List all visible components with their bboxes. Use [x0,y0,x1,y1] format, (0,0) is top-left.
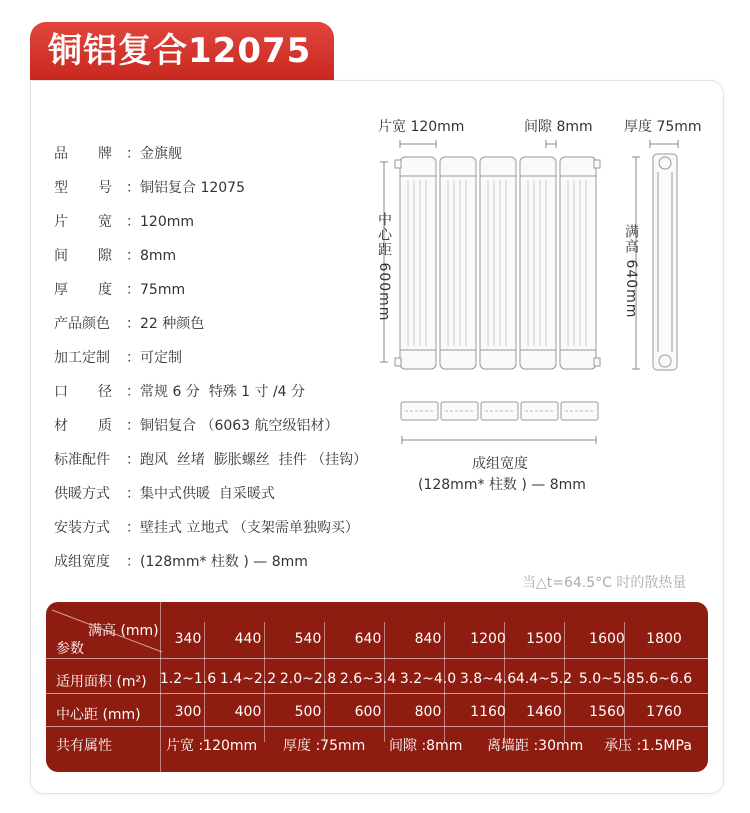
spec-row [54,449,367,469]
spec-separator: ： [126,452,140,468]
spec-row [54,347,182,367]
spec-row [54,313,204,333]
area-cell: 2.6~3.4 [339,671,397,687]
spec-row [54,483,275,503]
height-cell: 440 [234,631,262,647]
spec-value: 跑风 丝堵 膨胀螺丝 挂件 （挂钩） [140,452,368,468]
area-cell: 2.0~2.8 [279,671,337,687]
table-divider [46,726,708,727]
center-distance-cell: 300 [174,704,202,720]
table-divider [46,693,708,694]
spec-separator: ： [126,384,140,400]
center-distance-cell: 1560 [589,704,625,720]
full-height-label: 满高 640mm [623,224,639,319]
height-cell: 540 [294,631,322,647]
corner-bottom-label: 参数 [56,641,84,657]
center-distance-cell: 400 [234,704,262,720]
spec-value: 120mm [140,214,194,230]
table-column-divider [384,622,385,742]
height-cell: 840 [414,631,442,647]
spec-label: 型号 [54,180,112,196]
group-width-title: 成组宽度 [472,456,528,472]
spec-separator: ： [126,554,140,570]
width-label: 片宽 120mm [378,119,465,135]
area-cell: 3.8~4.6 [459,671,517,687]
common-attr: 承压 :1.5MPa [604,738,692,754]
spec-label: 厚度 [54,282,112,298]
spec-label: 产品颜色 [54,316,110,332]
corner-top-label: 满高 (mm) [88,623,159,639]
spec-separator: ： [126,282,140,298]
spec-label: 间隙 [54,248,112,264]
table-column-divider [204,622,205,742]
spec-value: 8mm [140,248,177,264]
height-cell: 1800 [646,631,682,647]
spec-value: 金旗舰 [140,146,182,162]
height-cell: 1600 [589,631,625,647]
spec-row [54,381,305,401]
area-cell: 5.6~6.6 [635,671,693,687]
area-cell: 1.4~2.2 [219,671,277,687]
parameter-table [46,602,708,772]
center-distance-cell: 600 [354,704,382,720]
spec-label: 供暖方式 [54,486,110,502]
height-cell: 340 [174,631,202,647]
height-cell: 1500 [526,631,562,647]
page-title: 铜铝复合12075 [30,22,334,80]
table-column-divider [504,622,505,742]
spec-value: 75mm [140,282,186,298]
spec-row [54,517,359,537]
spec-label: 片宽 [54,214,112,230]
spec-row [54,143,182,163]
area-cell: 1.2~1.6 [159,671,217,687]
spec-separator: ： [126,180,140,196]
center-row-label: 中心距 (mm) [56,707,141,723]
spec-separator: ： [126,146,140,162]
common-attr: 片宽 :120mm [166,738,258,754]
spec-value: (128mm* 柱数 ) — 8mm [140,554,308,570]
table-divider [46,658,708,659]
spec-row [54,211,194,231]
area-cell: 4.4~5.2 [515,671,573,687]
common-attr: 间隙 :8mm [389,738,463,754]
spec-separator: ： [126,486,140,502]
spec-label: 安装方式 [54,520,110,536]
table-column-divider [324,622,325,742]
table-column-divider [160,602,161,772]
spec-label: 成组宽度 [54,554,110,570]
height-cell: 640 [354,631,382,647]
area-cell: 5.0~5.8 [578,671,636,687]
center-distance-cell: 1460 [526,704,562,720]
spec-value: 铜铝复合 （6063 航空级铝材） [140,418,339,434]
common-attr: 离墙距 :30mm [487,738,584,754]
spec-value: 常规 6 分 特殊 1 寸 /4 分 [140,384,306,400]
center-distance-cell: 500 [294,704,322,720]
table-column-divider [264,622,265,742]
spec-value: 可定制 [140,350,182,366]
center-distance-cell: 800 [414,704,442,720]
spec-label: 标准配件 [54,452,110,468]
table-column-divider [444,622,445,742]
table-column-divider [564,622,565,742]
center-distance-cell: 1760 [646,704,682,720]
common-attr: 厚度 :75mm [283,738,366,754]
spec-separator: ： [126,350,140,366]
spec-value: 铜铝复合 12075 [140,180,245,196]
spec-value: 壁挂式 立地式 （支架需单独购买） [140,520,359,536]
center-distance-cell: 1160 [470,704,506,720]
common-row-label: 共有属性 [56,738,112,754]
spec-separator: ： [126,248,140,264]
center-distance-label: 中心距 600mm [376,212,392,322]
spec-label: 品牌 [54,146,112,162]
area-cell: 3.2~4.0 [399,671,457,687]
group-width-formula: (128mm* 柱数 ) — 8mm [418,477,586,493]
spec-separator: ： [126,418,140,434]
spec-label: 口径 [54,384,112,400]
spec-separator: ： [126,214,140,230]
spec-row [54,279,185,299]
spec-label: 材质 [54,418,112,434]
spec-row [54,177,245,197]
area-row-label: 适用面积 (m²) [56,674,147,690]
spec-value: 22 种颜色 [140,316,205,332]
spec-separator: ： [126,316,140,332]
spec-row [54,245,176,265]
table-column-divider [624,622,625,742]
spec-row [54,551,308,571]
height-cell: 1200 [470,631,506,647]
spec-label: 加工定制 [54,350,110,366]
heat-note: 当△t=64.5°C 时的散热量 [522,575,687,591]
gap-label: 间隙 8mm [524,119,593,135]
spec-row [54,415,339,435]
thickness-label: 厚度 75mm [624,119,702,135]
spec-separator: ： [126,520,140,536]
spec-value: 集中式供暖 自采暖式 [140,486,275,502]
